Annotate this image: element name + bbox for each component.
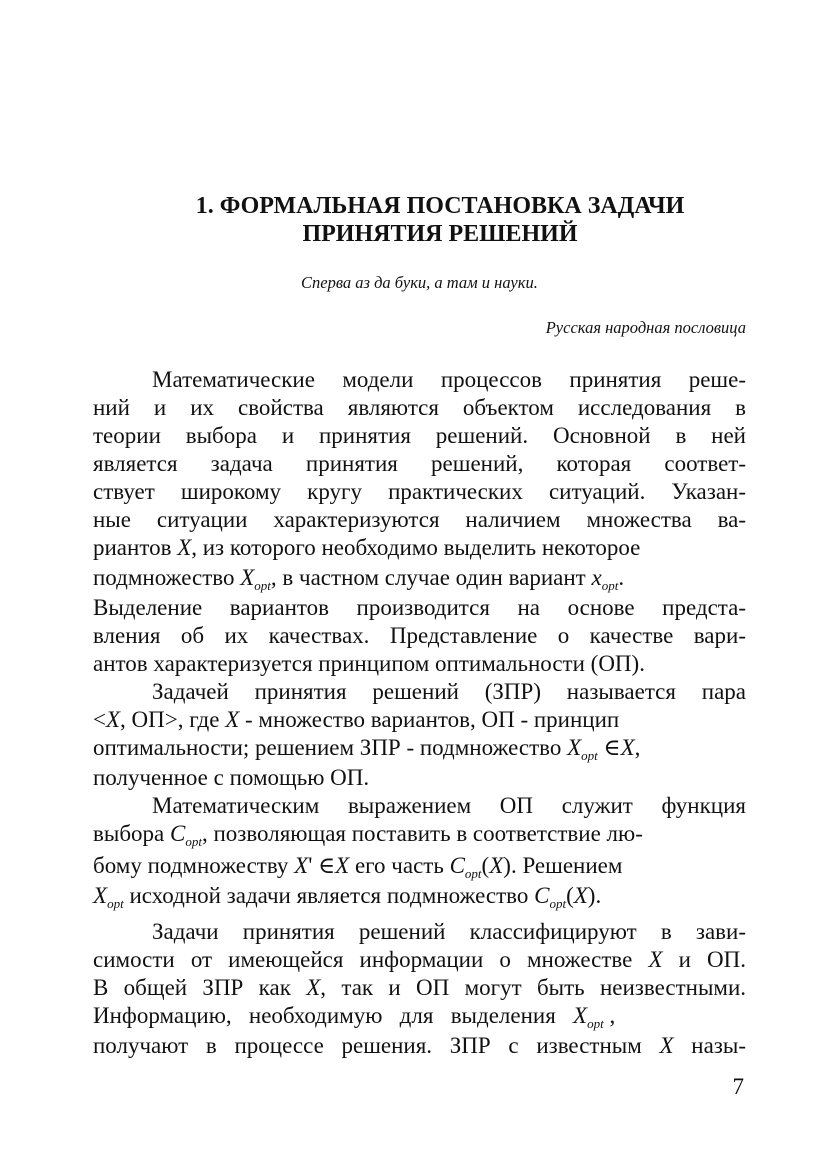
text-line: Математические модели процессов принятия реше- [152,367,746,392]
text-line: вления об их качествах. Представление о качестве вари- [93,623,746,648]
math-subscript: opt [587,1016,604,1031]
math-symbol: X [225,707,240,732]
math-subscript: opt [107,896,124,911]
text-line: теории выбора и принятия решений. Основной в ней [93,423,746,448]
text-line [93,820,746,848]
text-fragment: и ОП. [662,947,746,972]
text-line: Выделение вариантов производится на основе предста- [93,595,746,620]
text-line [93,1032,746,1060]
text-line [93,534,746,562]
text-fragment: , ОП>, где [120,707,226,732]
text-fragment: , из которого необходимо выделить некоторое [191,535,641,560]
text-fragment: его часть [349,853,450,878]
math-subscript: opt [464,866,482,881]
text-fragment: , позволяющая поставить в соответствие лю- [201,821,643,846]
math-subscript: opt [254,578,271,593]
text-fragment: , в частном случае один вариант [270,565,592,590]
epigraph-quote: Сперва аз да буки, а там и науки. [301,273,538,292]
math-subscript: opt [601,578,619,593]
math-symbol: X [573,883,588,908]
text-line [93,882,746,910]
text-fragment: ' ∈ [308,853,336,878]
text-fragment: , [603,1003,616,1028]
math-symbol: X [489,853,504,878]
text-fragment: бому подмножеству [93,853,295,878]
math-symbol: C [534,883,550,908]
math-symbol: X [335,853,350,878]
text-fragment: оптимальности; решением ЗПР - подмножество [93,735,568,760]
text-line: полученное с помощью ОП. [93,765,370,790]
math-subscript: opt [185,834,202,849]
text-line: Задачи принятия решений классифицируют в зави- [152,919,746,944]
page-number: 7 [732,1074,744,1099]
math-symbol: X [240,565,255,590]
text-fragment: ∈ [597,735,621,760]
text-line: Задачей принятия решений (ЗПР) называется пара [152,679,746,704]
text-fragment: - множество вариантов, ОП - принцип [239,707,620,732]
math-symbol: X [93,883,108,908]
text-line: ствует широкому кругу практических ситуаций. Указан- [93,479,746,504]
text-line: является задача принятия решений, которая соответ- [93,451,746,476]
math-symbol: X [659,1033,674,1058]
text-line: антов характеризуется принципом оптимальности (ОП). [93,651,645,676]
text-line [93,852,746,880]
math-symbol: X [648,947,663,972]
math-symbol: X [177,535,192,560]
text-fragment: < [93,707,106,732]
text-line [93,1002,746,1030]
text-line: ные ситуации характеризуются наличием множества ва- [93,507,746,532]
math-subscript: opt [581,748,598,763]
math-symbol: X [306,975,321,1000]
chapter-title-line-1: 1. ФОРМАЛЬНАЯ ПОСТАНОВКА ЗАДАЧИ [195,193,685,219]
text-line [93,734,746,762]
text-fragment: назы- [673,1033,746,1058]
text-fragment: ). Решением [503,853,623,878]
text-line [93,706,746,734]
math-symbol: X [294,853,309,878]
text-fragment: Информацию, необходимую для выделения [93,1003,574,1028]
chapter-title-line-2: ПРИНЯТИЯ РЕШЕНИЙ [302,221,578,247]
math-symbol: X [567,735,582,760]
text-fragment: риантов [93,535,178,560]
math-symbol: C [169,821,186,846]
text-line: ний и их свойства являются объектом исследования в [93,395,746,420]
text-fragment: ( [481,853,490,878]
text-fragment: ). [587,883,602,908]
text-line [93,564,746,592]
text-line [93,946,746,974]
text-fragment: получают в процессе решения. ЗПР с известным [93,1033,660,1058]
text-fragment: выбора [93,821,170,846]
epigraph-source: Русская народная пословица [545,318,746,337]
math-symbol: X [620,735,635,760]
math-symbol: X [105,707,121,732]
math-symbol: C [449,853,465,878]
text-fragment: , так и ОП могут быть неизвестными. [320,975,747,1000]
math-symbol: X [573,1003,588,1028]
text-fragment: , [634,735,641,760]
text-fragment: В общей ЗПР как [93,975,307,1000]
math-symbol: x [591,565,602,590]
text-fragment: симости от имеющейся информации о множестве [93,947,649,972]
text-fragment: . [618,565,625,590]
text-fragment: ( [566,883,574,908]
math-subscript: opt [549,896,567,911]
text-line [93,974,746,1002]
text-line: Математическим выражением ОП служит функция [152,793,746,818]
text-fragment: исходной задачи является подмножество [123,883,535,908]
text-fragment: подмножество [93,565,241,590]
